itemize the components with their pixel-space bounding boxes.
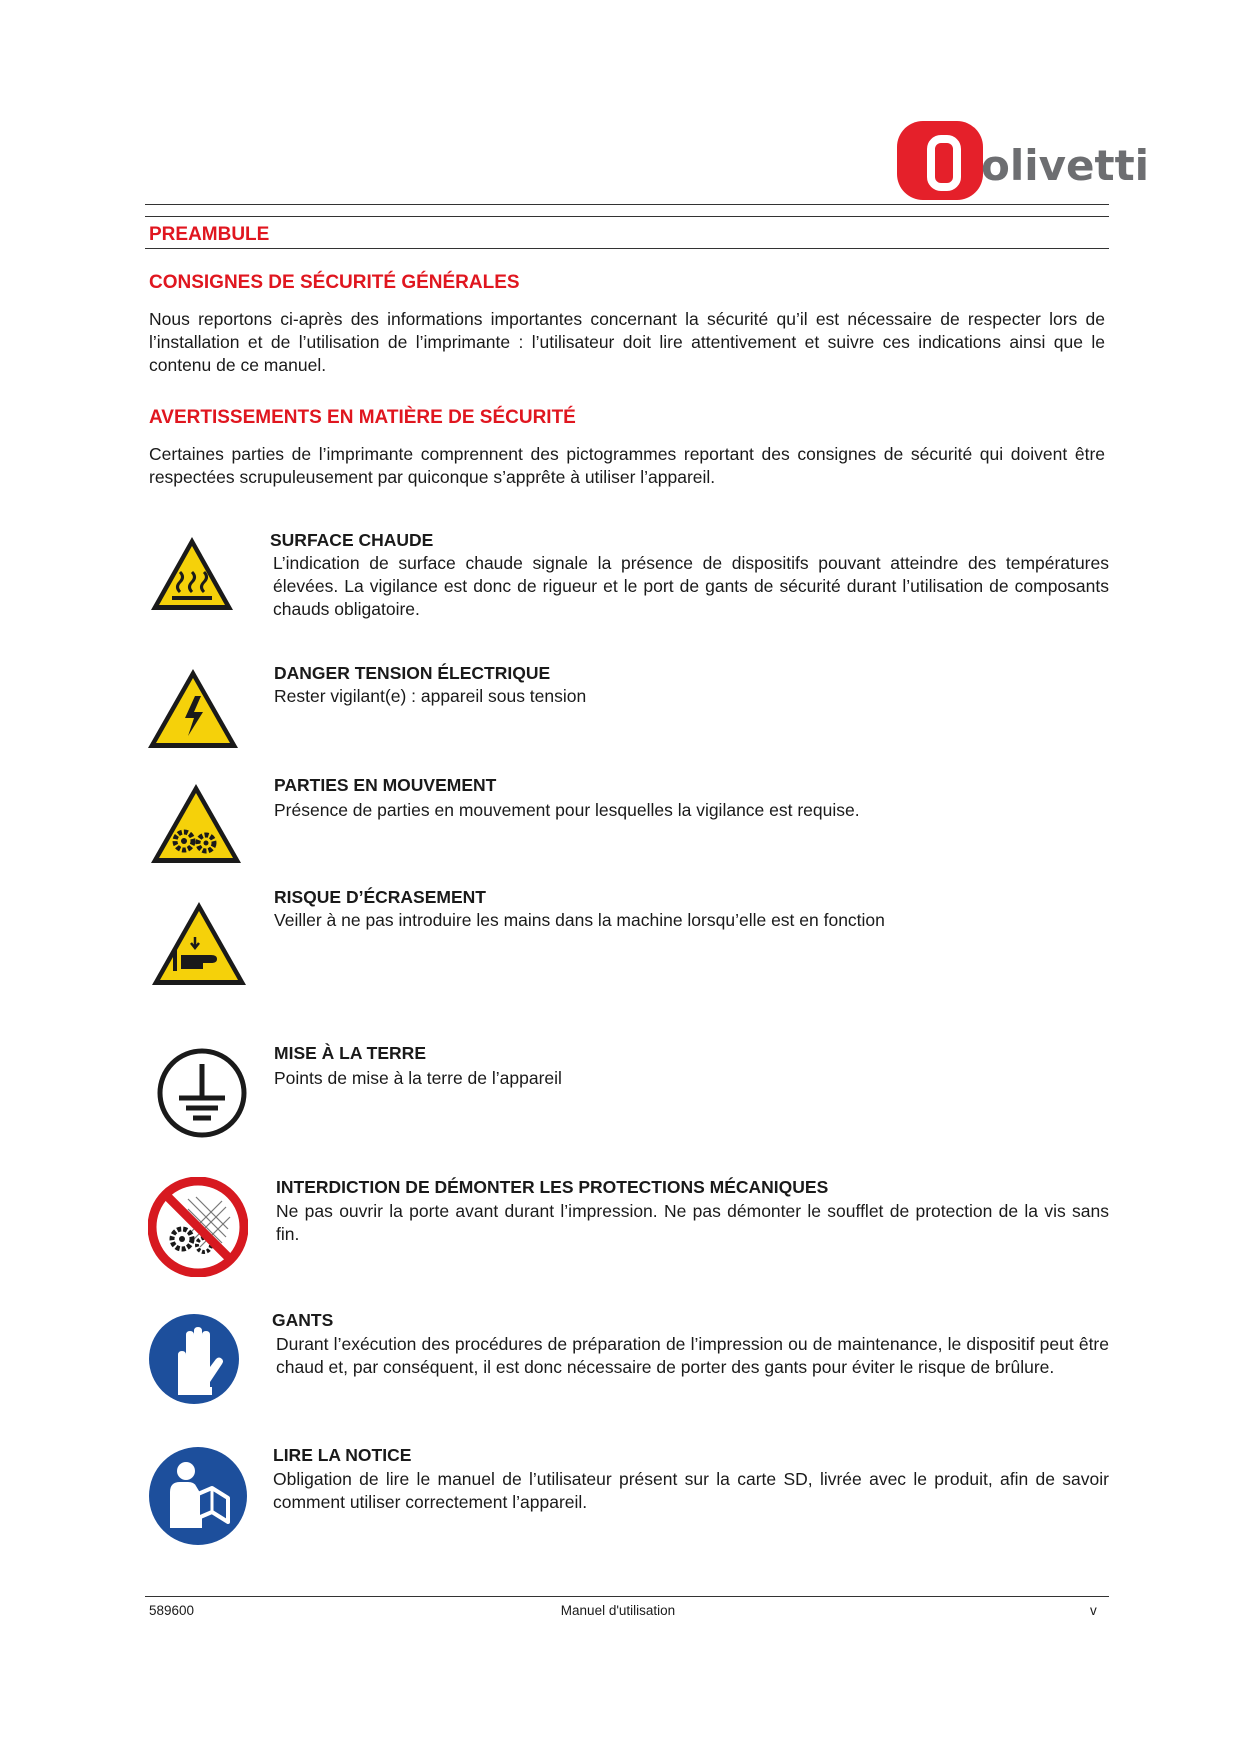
warning-title: LIRE LA NOTICE [273,1445,412,1465]
olivetti-badge-icon [897,121,983,200]
warning-crush [145,887,1109,997]
moving-parts-icon [148,781,244,866]
warning-text: Ne pas ouvrir la porte avant durant l’impression. Ne pas démonter le soufflet de protection de la vis sans fin. [276,1201,1109,1244]
gloves-icon [148,1313,240,1405]
warning-title: DANGER TENSION ÉLECTRIQUE [274,663,551,683]
warning-text: Présence de parties en mouvement pour lesquelles la vigilance est requise. [274,800,860,820]
electric-shock-icon [145,666,241,751]
warning-title: RISQUE D’ÉCRASEMENT [274,887,486,907]
warning-hot-surface [145,530,1109,640]
footer-doc-title: Manuel d'utilisation [560,1603,676,1618]
olivetti-logo [897,121,1150,200]
footer-rule [145,1596,1109,1597]
crush-hazard-icon [149,899,249,989]
header-rule-mid [145,216,1109,217]
warning-no-remove-guards [145,1177,1109,1287]
footer-page-number: v [1090,1603,1097,1618]
warning-text: Points de mise à la terre de l’appareil [274,1068,562,1088]
earth-ground-icon [155,1046,249,1140]
warning-title: MISE À LA TERRE [274,1043,426,1063]
footer-doc-code: 589600 [149,1603,195,1618]
warning-text: Durant l’exécution des procédures de préparation de l’impression ou de maintenance, le dispositif peut être chaud et, par conséquent, il est donc nécessaire de porter des gants pour éviter le risque de brûlure. [276,1334,1109,1377]
warning-read-manual [145,1445,1109,1555]
warning-text: L’indication de surface chaude signale la présence de dispositifs pouvant atteindre des températures élevées. La vigilance est donc de rigueur et le port de gants de sécurité durant l’utilisation de composants chauds obligatoire. [273,553,1109,619]
header-rule-top [145,204,1109,205]
no-remove-guards-icon [148,1177,248,1277]
consignes-title: CONSIGNES DE SÉCURITÉ GÉNÉRALES [149,272,520,293]
warning-text: Obligation de lire le manuel de l’utilisateur présent sur la carte SD, livrée avec le produit, afin de savoir comment utiliser correctement l’appareil. [273,1469,1109,1512]
warning-gloves [145,1310,1109,1420]
warning-earth [145,1043,1109,1143]
brand-name: olivetti [981,141,1150,190]
hot-surface-icon [148,534,236,614]
consignes-text: Nous reportons ci-après des informations importantes concernant la sécurité qu’il est nécessaire de respecter lors de l’installation et de l’utilisation de l’imprimante : l’utilisateur doit lire attentivement et suivre ces indications ainsi que le contenu de ce manuel. [149,309,1105,375]
warning-text: Rester vigilant(e) : appareil sous tension [274,686,587,706]
warning-title: INTERDICTION DE DÉMONTER LES PROTECTIONS MÉCANIQUES [276,1177,829,1197]
avertissements-text: Certaines parties de l’imprimante comprennent des pictogrammes reportant des consignes de sécurité qui doivent être respectées scrupuleusement par quiconque s’apprête à utiliser l’appareil. [149,444,1105,487]
warning-title: PARTIES EN MOUVEMENT [274,775,497,795]
header-rule-bottom [145,248,1109,249]
preambule-title: PREAMBULE [149,224,270,245]
read-manual-icon [148,1446,248,1546]
warning-electric [145,663,1109,753]
warning-moving-parts [145,775,1109,870]
warning-title: GANTS [272,1310,334,1330]
warning-text: Veiller à ne pas introduire les mains dans la machine lorsqu’elle est en fonction [274,910,885,930]
warning-title: SURFACE CHAUDE [270,530,434,550]
avertissements-title: AVERTISSEMENTS EN MATIÈRE DE SÉCURITÉ [149,407,576,428]
